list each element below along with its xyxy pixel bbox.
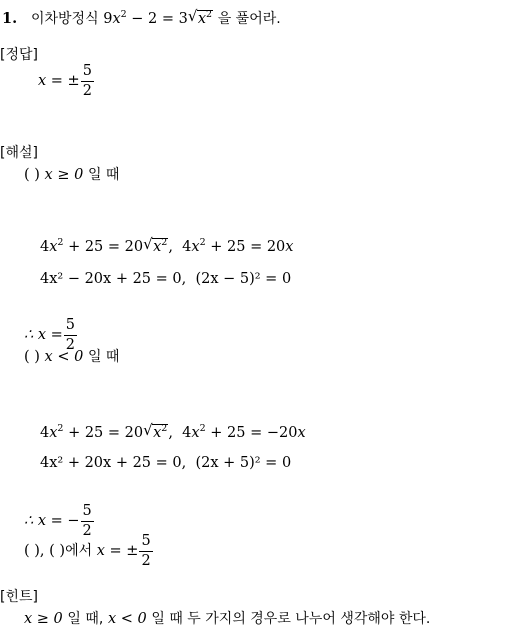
- case1-suffix: 일 때: [87, 167, 120, 183]
- case2-denominator: 2: [82, 522, 92, 539]
- answer-fraction: [81, 64, 94, 98]
- case2-equation-2: [40, 456, 291, 471]
- case1-therefore: [24, 318, 78, 352]
- case2-condition: x < 0: [44, 349, 84, 365]
- case2-line: [24, 350, 119, 365]
- case2-eq2-a: 4x² + 20x + 25 = 0,: [40, 455, 187, 471]
- conclusion-suffix: 에서: [65, 543, 93, 559]
- hint-cond1: x ≥ 0: [24, 611, 63, 627]
- case2-suffix: 일 때: [87, 349, 120, 365]
- hint-mid1: 일 때,: [67, 611, 104, 627]
- hint-line: [24, 612, 430, 627]
- hint-mid2: 일 때 두 가지의 경우로 나누어 생각해야 한다.: [151, 611, 431, 627]
- case1-equation-2: [40, 272, 291, 287]
- case1-fraction: [64, 318, 77, 352]
- answer-lhs: x = ±: [38, 73, 80, 89]
- conclusion-numerator: 5: [139, 534, 152, 552]
- case2-equation-1: $4x^2 + 25 = 20$ √ $x^2$, $4x^2 + 25 = -20x$: [40, 421, 306, 441]
- case2-eq2-b: (2x + 5)² = 0: [195, 455, 292, 471]
- case1-condition: x ≥ 0: [44, 167, 84, 183]
- case1-eq2-a: 4x² − 20x + 25 = 0,: [40, 271, 187, 287]
- case1-line: [24, 168, 119, 183]
- conclusion-fraction: [139, 534, 152, 568]
- case2-paren: ( ): [24, 349, 40, 365]
- problem-post-text: 을 풀어라.: [217, 11, 281, 27]
- hint-cond2: x < 0: [107, 611, 147, 627]
- case1-numerator: 5: [64, 318, 77, 336]
- case2-therefore: [24, 504, 95, 538]
- problem-equation: $9x^2 - 2 = 3$ √ $x^2$: [103, 7, 213, 27]
- case2-fraction: [81, 504, 94, 538]
- conclusion-lhs: x = ±: [96, 543, 139, 559]
- problem-pre-text: 이차방정식: [30, 11, 99, 27]
- problem-number: 1.: [2, 10, 18, 27]
- answer-expression: [38, 64, 95, 98]
- conclusion-line: [24, 534, 154, 568]
- case1-therefore-lhs: ∴ x =: [24, 327, 63, 343]
- answer-numerator: 5: [81, 64, 94, 82]
- hint-header: [힌트]: [0, 589, 38, 605]
- answer-header: [정답]: [0, 47, 38, 63]
- answer-denominator: 2: [82, 82, 92, 99]
- case1-equation-1: $4x^2 + 25 = 20$ √ $x^2$, $4x^2 + 25 = 20x$: [40, 235, 294, 255]
- case1-eq2-b: (2x − 5)² = 0: [195, 271, 292, 287]
- case1-paren: ( ): [24, 167, 40, 183]
- conclusion-denominator: 2: [141, 552, 151, 569]
- case2-therefore-lhs: ∴ x = −: [24, 513, 80, 529]
- case2-numerator: 5: [81, 504, 94, 522]
- conclusion-parens: ( ), ( ): [24, 543, 66, 559]
- case1-denominator: 2: [65, 336, 76, 353]
- problem-line: [2, 7, 281, 27]
- explanation-header: [해설]: [0, 145, 38, 161]
